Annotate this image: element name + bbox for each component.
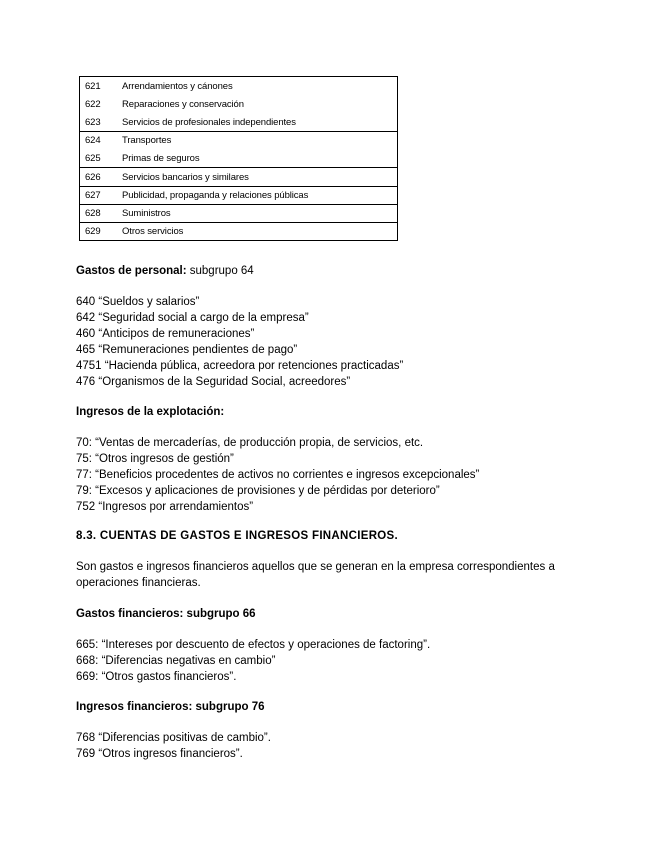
ingresos-financieros-list — [76, 730, 581, 762]
explotacion-section — [76, 404, 581, 420]
personal-title-bold: Gastos de personal: — [76, 265, 187, 277]
account-description: Servicios de profesionales independientes — [122, 117, 296, 129]
explotacion-list — [76, 435, 581, 515]
account-code: 624 — [85, 135, 101, 147]
account-code: 623 — [85, 117, 101, 129]
account-code: 627 — [85, 189, 101, 201]
personal-section — [76, 263, 581, 279]
list-item: 476 “Organismos de la Seguridad Social, acreedores” — [76, 376, 351, 388]
account-code: 629 — [85, 225, 101, 237]
list-item: 668: “Diferencias negativas en cambio” — [76, 655, 276, 667]
account-description: Transportes — [122, 135, 172, 147]
list-item: 460 “Anticipos de remuneraciones” — [76, 328, 255, 340]
account-description: Reparaciones y conservación — [122, 99, 244, 111]
list-item: 640 “Sueldos y salarios” — [76, 296, 200, 308]
list-item: 752 “Ingresos por arrendamientos” — [76, 501, 254, 513]
section-paragraph: Son gastos e ingresos financieros aquellos que se generan en la empresa correspondientes a operaciones financieras. — [76, 561, 555, 589]
section-heading: 8.3. CUENTAS DE GASTOS E INGRESOS FINANCIEROS. — [76, 530, 399, 542]
account-code: 622 — [85, 99, 101, 111]
list-item: 79: “Excesos y aplicaciones de provisiones y de pérdidas por deterioro” — [76, 485, 440, 497]
list-item: 642 “Seguridad social a cargo de la empresa” — [76, 312, 309, 324]
account-code: 628 — [85, 207, 101, 219]
personal-list — [76, 294, 581, 390]
gastos-financieros-list — [76, 637, 581, 685]
table-row — [80, 222, 397, 240]
ingresos-financieros-title: Ingresos financieros: subgrupo 76 — [76, 701, 265, 713]
table-row — [80, 186, 397, 204]
list-item: 465 “Remuneraciones pendientes de pago” — [76, 344, 298, 356]
table-row — [80, 131, 397, 149]
list-item: 669: “Otros gastos financieros”. — [76, 671, 237, 683]
account-table — [79, 76, 398, 241]
gastos-financieros-section — [76, 606, 581, 622]
account-description: Publicidad, propaganda y relaciones públicas — [122, 189, 309, 201]
list-item: 665: “Intereses por descuento de efectos y operaciones de factoring”. — [76, 639, 431, 651]
section-83 — [76, 528, 581, 544]
account-description: Primas de seguros — [122, 153, 200, 165]
table-row — [80, 204, 397, 222]
gastos-financieros-title: Gastos financieros: subgrupo 66 — [76, 608, 256, 620]
list-item: 769 “Otros ingresos financieros”. — [76, 748, 243, 760]
personal-title-rest: subgrupo 64 — [186, 265, 254, 277]
list-item: 768 “Diferencias positivas de cambio”. — [76, 732, 271, 744]
table-row — [80, 95, 397, 113]
account-code: 621 — [85, 80, 101, 92]
list-item: 4751 “Hacienda pública, acreedora por retenciones practicadas” — [76, 360, 404, 372]
ingresos-financieros-section — [76, 699, 581, 715]
table-row — [80, 167, 397, 185]
account-description: Arrendamientos y cánones — [122, 80, 233, 92]
table-row — [80, 149, 397, 167]
account-description: Servicios bancarios y similares — [122, 171, 249, 183]
section-paragraph-block — [76, 559, 581, 591]
table-row — [80, 113, 397, 131]
account-description: Suministros — [122, 207, 171, 219]
list-item: 70: “Ventas de mercaderías, de producción propia, de servicios, etc. — [76, 437, 424, 449]
explotacion-title: Ingresos de la explotación: — [76, 406, 225, 418]
list-item: 75: “Otros ingresos de gestión” — [76, 453, 234, 465]
personal-title — [76, 263, 581, 279]
table-row — [80, 77, 397, 95]
account-code: 625 — [85, 153, 101, 165]
list-item: 77: “Beneficios procedentes de activos no corrientes e ingresos excepcionales” — [76, 469, 480, 481]
account-code: 626 — [85, 171, 101, 183]
account-description: Otros servicios — [122, 225, 184, 237]
